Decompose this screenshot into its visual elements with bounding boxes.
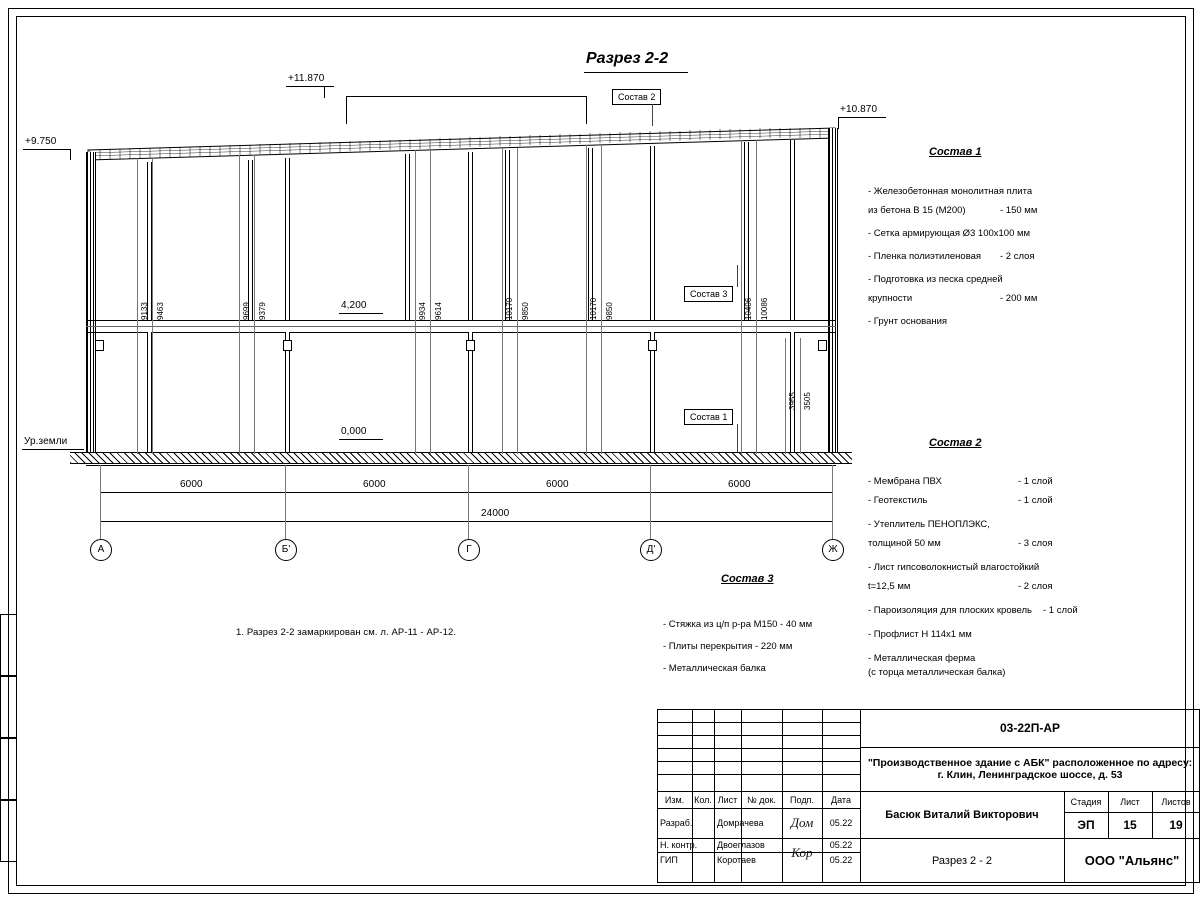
composition-3-list: [663, 614, 812, 680]
vdim-line-3: [239, 155, 240, 454]
stamp-date-1: 05.22: [829, 840, 853, 850]
dim-ext-Zh: [832, 465, 833, 525]
left-margin-box-1: [0, 614, 17, 676]
c2-item-0-text: - Мембрана ПВХ: [868, 476, 942, 487]
c2-item-6-text: - Пароизоляция для плоских кровель: [868, 605, 1033, 616]
vdim-line-5: [415, 150, 416, 454]
vdim-5: 9934: [418, 302, 427, 320]
axis-bubble-D: Д': [640, 539, 662, 561]
left-margin-box-4: [0, 800, 17, 862]
column-base-5: [818, 340, 827, 351]
composition-1-list: [868, 182, 1038, 331]
c1-item-3-val: - 2 слоя: [1000, 251, 1035, 262]
stamp-object: [860, 747, 1200, 791]
c2-item-8-text: - Металлическая ферма: [868, 653, 976, 664]
axis-stem-A: [100, 521, 101, 539]
tag-sostav-1-leader: [737, 424, 738, 452]
c2-item-6-val: - 1 слой: [1043, 605, 1078, 616]
stamp-sign-2-text: Кор: [791, 845, 813, 860]
axis-bubble-Zh: Ж: [822, 539, 844, 561]
composition-3-title: Состав 3: [721, 573, 774, 585]
column-upper-10: [790, 140, 795, 320]
elevation-ridge-arrow: [324, 86, 325, 98]
total-dim: 24000: [481, 508, 510, 519]
elevation-right: +10.870: [840, 104, 878, 115]
dim-ext-G: [468, 465, 469, 525]
stamp-col-izm: Изм.: [664, 794, 685, 805]
vdim-6: 9614: [434, 302, 443, 320]
column-upper-4: [405, 154, 410, 320]
vdim-3: 9699: [242, 302, 251, 320]
floor-slab-bottom: [86, 332, 836, 333]
tag-sostav-3-leader: [737, 265, 738, 287]
floor-slab-top: [86, 320, 836, 321]
stamp-code-text: 03-22П-АР: [1000, 721, 1060, 735]
vdim-line-13: [785, 338, 786, 454]
dim-ext-B: [285, 465, 286, 525]
stamp-col-kol: Кол.: [694, 794, 712, 805]
axis-bubble-A: А: [90, 539, 112, 561]
c1-item-6-text: - Грунт основания: [868, 316, 948, 327]
vdim-line-7: [502, 148, 503, 454]
left-margin-box-2: [0, 676, 17, 738]
vdim-2: 9463: [156, 302, 165, 320]
c2-item-9-text: (с торца металлическая балка): [868, 667, 1006, 678]
stamp-date-0: 05.22: [829, 818, 853, 828]
c1-item-3-text: - Пленка полиэтиленовая: [868, 251, 982, 262]
axis-bubble-G: Г: [458, 539, 480, 561]
column-upper-5: [468, 152, 473, 320]
stamp-sheet-title: Разрез 2 - 2: [931, 854, 993, 867]
stamp-stage-header: Стадия: [1070, 796, 1102, 807]
column-upper-2: [248, 160, 253, 320]
column-upper-9: [744, 142, 749, 320]
c2-item-4-text: - Лист гипсоволокнистый влагостойкий: [868, 562, 1040, 573]
vdim-line-4: [254, 155, 255, 454]
stamp-role-1: Н. контр.: [660, 840, 698, 850]
elevation-top-left: +9.750: [25, 136, 57, 147]
c3-item-0-text: - Стяжка из ц/п р-ра М150 - 40 мм: [663, 619, 813, 630]
c2-item-1-val: - 1 слой: [1018, 495, 1053, 506]
stamp-col-podp: Подп.: [790, 794, 814, 805]
c1-item-2-text: - Сетка армирующая Ø3 100х100 мм: [868, 228, 1031, 239]
section-title-underline: [584, 72, 688, 73]
c1-item-5-val: - 200 мм: [1000, 293, 1038, 304]
vdim-9: 10170: [589, 297, 598, 320]
stamp-h4: [657, 761, 860, 762]
vdim-line-11: [741, 140, 742, 454]
vdim-line-1: [137, 158, 138, 454]
stamp-chief: Басюк Виталий Викторович: [885, 808, 1039, 821]
stamp-name-1: Двоеглазов: [717, 840, 765, 850]
level-4200-line: [339, 313, 383, 314]
stamp-object-line1: "Производственное здание с АБК" расположенное по адресу:: [867, 757, 1193, 769]
stamp-sign-0: [782, 808, 822, 838]
vdim-10: 9850: [605, 302, 614, 320]
c1-item-1-val: - 150 мм: [1000, 205, 1038, 216]
stamp-col-data: Дата: [831, 794, 851, 805]
c2-item-3-val: - 3 слоя: [1018, 538, 1053, 549]
tag-sostav-2-leader: [652, 104, 653, 126]
column-upper-3: [285, 158, 290, 320]
stamp-name-0: Домрачева: [717, 818, 764, 828]
left-margin-box-3: [0, 738, 17, 800]
c2-item-2-text: - Утеплитель ПЕНОПЛЭКС,: [868, 519, 990, 530]
vdim-line-6: [430, 150, 431, 454]
stamp-h2: [657, 735, 860, 736]
stamp-col-list: Лист: [717, 794, 738, 805]
stamp-sheet-value: 15: [1123, 818, 1137, 832]
c3-item-1-text: - Плиты перекрытия - 220 мм: [663, 641, 793, 652]
vdim-1: 9133: [140, 302, 149, 320]
axis-stem-Zh: [832, 521, 833, 539]
roof-hatch: [60, 110, 860, 180]
stamp-h1: [657, 722, 860, 723]
stamp-code: [860, 709, 1200, 747]
span-dim-1: 6000: [180, 479, 203, 490]
vdim-line-8: [517, 148, 518, 454]
tag-sostav-1: Состав 1: [684, 409, 733, 425]
c2-item-3-text: толщиной 50 мм: [868, 538, 941, 549]
vdim-12: 10086: [760, 297, 769, 320]
ground-slab-hatch: [70, 453, 852, 464]
vdim-line-2: [152, 158, 153, 454]
c2-item-0-val: - 1 слой: [1018, 476, 1053, 487]
composition-2-list: [868, 472, 1078, 682]
vdim-11: 10406: [744, 297, 753, 320]
column-upper-7: [588, 148, 593, 320]
stamp-name-2: Коротаев: [717, 855, 756, 865]
tag-sostav-3: Состав 3: [684, 286, 733, 302]
column-base-2: [283, 340, 292, 351]
span-dim-2: 6000: [363, 479, 386, 490]
vdim-4: 9379: [258, 302, 267, 320]
c3-item-2-text: - Металлическая балка: [663, 663, 766, 674]
stamp-sign-2: [782, 838, 822, 868]
vdim-line-12: [756, 140, 757, 454]
ground-slab-base: [86, 465, 836, 466]
dim-ext-A: [100, 465, 101, 525]
stamp-sheet-header: Лист: [1120, 796, 1140, 807]
elevation-ridge-line: [286, 86, 334, 87]
drawing-note: 1. Разрез 2-2 замаркирован см. л. АР-11 - АР-12.: [236, 627, 457, 638]
stamp-sign-0-text: Дом: [790, 815, 814, 830]
total-dim-line: [100, 521, 833, 522]
column-base-1: [95, 340, 104, 351]
c1-item-1-text: из бетона В 15 (М200): [868, 205, 966, 216]
stamp-h3: [657, 748, 860, 749]
stamp-h5: [657, 774, 860, 775]
axis-stem-B: [285, 521, 286, 539]
stamp-col-doc: № док.: [747, 794, 776, 805]
composition-1-title: Состав 1: [929, 146, 982, 158]
composition-2-title: Состав 2: [929, 437, 982, 449]
c2-item-5-text: t=12,5 мм: [868, 581, 911, 592]
stamp-sheets-value: 19: [1169, 818, 1183, 832]
stamp-company: ООО "Альянс": [1084, 853, 1180, 868]
column-base-4: [648, 340, 657, 351]
stamp-role-2: ГИП: [660, 855, 678, 865]
earth-level-label: Ур.земли: [24, 436, 68, 447]
column-base-3: [466, 340, 475, 351]
vdim-line-14: [800, 338, 801, 454]
vdim-8: 9850: [521, 302, 530, 320]
floor-slab-mid: [86, 326, 836, 327]
axis-stem-G: [468, 521, 469, 539]
stamp-object-line2: г. Клин, Ленинградское шоссе, д. 53: [937, 769, 1123, 781]
dim-chain-line: [100, 492, 833, 493]
span-dim-4: 6000: [728, 479, 751, 490]
stamp-role-0: Разраб.: [660, 818, 693, 828]
c1-item-5-text: крупности: [868, 293, 913, 304]
wall-right: [828, 128, 838, 464]
level-0000-line: [339, 439, 383, 440]
elevation-ridge: +11.870: [288, 73, 325, 84]
wall-left: [86, 152, 96, 464]
c1-item-4-text: - Подготовка из песка средней: [868, 274, 1003, 285]
stamp-sheets-header: Листов: [1161, 796, 1191, 807]
level-4200: 4,200: [341, 300, 367, 311]
column-upper-8: [650, 146, 655, 320]
stamp-stage-value: ЭП: [1077, 818, 1095, 832]
level-0000: 0,000: [341, 426, 367, 437]
vdim-7: 10170: [505, 297, 514, 320]
vdim-line-10: [601, 145, 602, 454]
tag-sostav-2: Состав 2: [612, 89, 661, 105]
c2-item-7-text: - Профлист Н 114х1 мм: [868, 629, 972, 640]
axis-stem-D: [650, 521, 651, 539]
vdim-13: 3955: [788, 392, 797, 410]
section-title: Разрез 2-2: [586, 50, 669, 67]
c1-item-0-text: - Железобетонная монолитная плита: [868, 186, 1033, 197]
vdim-14: 3505: [803, 392, 812, 410]
ridge-extension-line: [346, 96, 586, 97]
earth-level-line: [22, 449, 84, 450]
dim-ext-D: [650, 465, 651, 525]
c2-item-1-text: - Геотекстиль: [868, 495, 928, 506]
axis-bubble-B: Б': [275, 539, 297, 561]
vdim-line-9: [586, 145, 587, 454]
span-dim-3: 6000: [546, 479, 569, 490]
stamp-date-2: 05.22: [829, 855, 853, 865]
c2-item-5-val: - 2 слоя: [1018, 581, 1053, 592]
column-upper-6: [505, 150, 510, 320]
